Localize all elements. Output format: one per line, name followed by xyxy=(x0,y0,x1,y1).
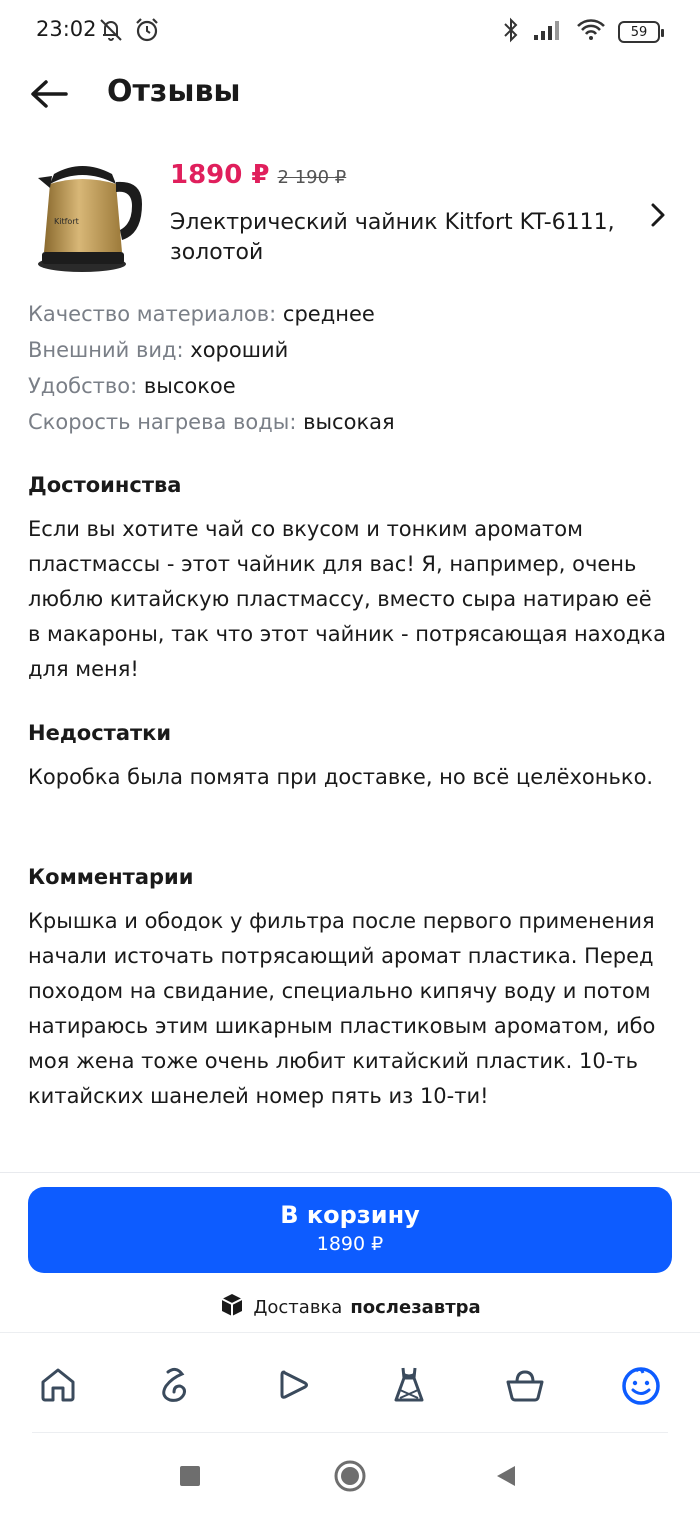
catalog-icon xyxy=(154,1364,196,1406)
rating-label: Внешний вид: xyxy=(28,338,184,362)
play-icon xyxy=(272,1364,314,1406)
chevron-right-icon xyxy=(650,202,666,228)
divider xyxy=(0,1172,700,1173)
smiley-icon xyxy=(619,1363,663,1407)
rating-label: Удобство: xyxy=(28,374,138,398)
rating-label: Качество материалов: xyxy=(28,302,277,326)
tab-cart[interactable] xyxy=(500,1360,550,1410)
recent-apps-button[interactable] xyxy=(170,1456,210,1496)
rating-row xyxy=(28,404,668,440)
bottom-tab-bar xyxy=(0,1350,700,1420)
square-icon xyxy=(178,1464,202,1488)
svg-text:Kitfort: Kitfort xyxy=(54,217,79,226)
cons-title: Недостатки xyxy=(28,721,172,745)
box-icon xyxy=(219,1292,245,1323)
home-icon xyxy=(37,1364,79,1406)
ratings-list xyxy=(28,296,668,440)
status-time: 23:02 xyxy=(36,17,97,41)
product-image xyxy=(30,148,150,274)
product-old-price: 2 190 ₽ xyxy=(277,167,347,188)
pros-title: Достоинства xyxy=(28,473,182,497)
home-nav-button[interactable] xyxy=(330,1456,370,1496)
signal-icon xyxy=(532,19,564,45)
divider xyxy=(32,1432,668,1433)
circle-icon xyxy=(333,1459,367,1493)
status-bar xyxy=(0,0,700,62)
back-button[interactable] xyxy=(28,74,72,114)
alarm-icon xyxy=(133,16,161,48)
cons-section xyxy=(28,718,668,795)
battery-icon: 59 xyxy=(618,21,660,43)
arrow-left-icon xyxy=(28,74,72,114)
dress-icon xyxy=(388,1364,430,1406)
pros-section xyxy=(28,470,668,687)
divider xyxy=(0,1332,700,1333)
rating-row xyxy=(28,296,668,332)
page-title: Отзывы xyxy=(107,74,241,109)
rating-label: Скорость нагрева воды: xyxy=(28,410,297,434)
rating-value: высокая xyxy=(303,410,395,434)
rating-row xyxy=(28,368,668,404)
comments-title: Комментарии xyxy=(28,865,194,889)
product-name: Электрический чайник Kitfort KT-6111, золотой xyxy=(170,210,615,265)
tab-catalog[interactable] xyxy=(150,1360,200,1410)
system-navigation-bar xyxy=(0,1450,700,1500)
bluetooth-icon xyxy=(502,17,520,47)
comments-section xyxy=(28,862,668,1114)
rating-value: хороший xyxy=(190,338,289,362)
delivery-when: послезавтра xyxy=(350,1297,481,1318)
add-to-cart-button[interactable] xyxy=(28,1187,672,1273)
delivery-prefix: Доставка xyxy=(253,1297,343,1318)
rating-row xyxy=(28,332,668,368)
product-card[interactable] xyxy=(0,140,700,280)
triangle-back-icon xyxy=(493,1463,519,1489)
rating-value: высокое xyxy=(143,374,236,398)
pros-text: Если вы хотите чай со вкусом и тонким ароматом пластмассы - этот чайник для вас! Я, например, очень люблю китайскую пластмассу, вместо сыра натираю её в макароны, так что этот чайник - потрясающая находка для меня! xyxy=(28,517,666,681)
cart-button-price: 1890 ₽ xyxy=(316,1233,384,1255)
cart-button-label: В корзину xyxy=(280,1201,420,1229)
comments-text: Крышка и ободок у фильтра после первого применения начали источать потрясающий аромат пластика. Перед походом на свидание, специально кипячу воду и потом натираюсь этим шикарным пластиковым ароматом, ибо моя жена тоже очень любит китайский пластик. 10-ть китайских шанелей номер пять из 10-ти! xyxy=(28,909,656,1108)
product-price: 1890 ₽ xyxy=(170,160,270,190)
delivery-info xyxy=(0,1292,700,1323)
back-nav-button[interactable] xyxy=(486,1456,526,1496)
cons-text: Коробка была помята при доставке, но всё целёхонько. xyxy=(28,765,654,789)
tab-home[interactable] xyxy=(33,1360,83,1410)
tab-profile[interactable] xyxy=(616,1360,666,1410)
rating-value: среднее xyxy=(282,302,375,326)
wifi-icon xyxy=(576,18,606,46)
notifications-off-icon xyxy=(97,16,125,48)
tab-clothes[interactable] xyxy=(384,1360,434,1410)
tab-video[interactable] xyxy=(268,1360,318,1410)
header xyxy=(0,62,700,126)
basket-icon xyxy=(504,1364,546,1406)
